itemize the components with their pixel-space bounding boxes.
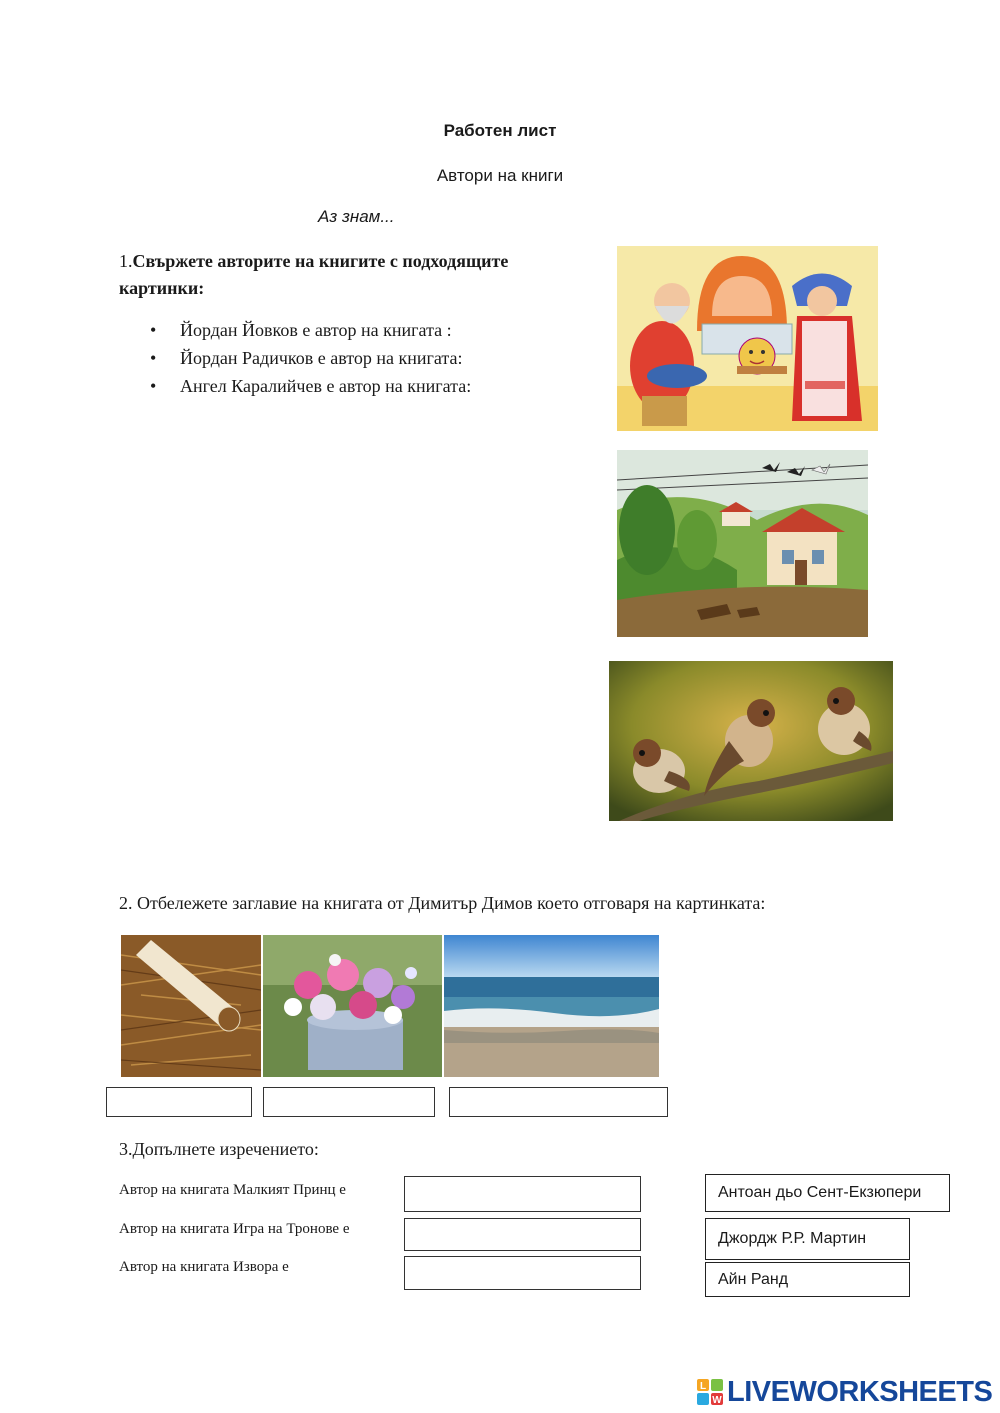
village-swallows-painting[interactable]: [617, 450, 868, 637]
sentence-3: Автор на книгата Извора е: [119, 1259, 289, 1275]
question-1-prompt: [119, 248, 589, 302]
sparrows-photo[interactable]: [609, 661, 893, 821]
list-item: • Ангел Каралийчев е автор на книгата:: [150, 372, 471, 400]
list-item: • Йордан Йовков е автор на книгата :: [150, 316, 471, 344]
answer-box-fountainhead[interactable]: [404, 1256, 641, 1290]
answer-box-little-prince[interactable]: [404, 1176, 641, 1212]
tobacco-photo[interactable]: [121, 935, 261, 1077]
question-3-prompt: 3.Допълнете изречението:: [119, 1139, 319, 1159]
logo-text: LIVEWORKSHEETS: [727, 1375, 993, 1408]
sentence-2: Автор на книгата Игра на Тронове е: [119, 1221, 350, 1237]
logo-badge-letter: L: [699, 1381, 707, 1392]
flowers-photo[interactable]: [263, 935, 442, 1077]
logo-badge-letter: W: [712, 1395, 722, 1405]
choice-martin[interactable]: Джордж Р.Р. Мартин: [705, 1218, 910, 1260]
list-item: • Йордан Радичков е автор на книгата:: [150, 344, 471, 372]
question-1-text: Свържете авторите на книгите с подходящите картинки:: [119, 251, 509, 298]
page-subtitle: Автори на книги: [436, 166, 564, 185]
intro-text: Аз знам...: [318, 207, 395, 226]
answer-box-flowers[interactable]: [263, 1087, 435, 1117]
kolobok-illustration[interactable]: [617, 246, 878, 431]
choice-rand[interactable]: Айн Ранд: [705, 1262, 910, 1297]
author-list: [150, 316, 471, 400]
answer-box-sea[interactable]: [449, 1087, 668, 1117]
answer-box-game-of-thrones[interactable]: [404, 1218, 641, 1251]
answer-box-tobacco[interactable]: [106, 1087, 252, 1117]
sentence-1: Автор на книгата Малкият Принц е: [119, 1182, 346, 1198]
liveworksheets-badge-icon: [697, 1379, 723, 1405]
page-title: Работен лист: [443, 121, 557, 140]
question-2-prompt: 2. Отбележете заглавие на книгата от Димитър Димов което отговаря на картинката:: [119, 893, 766, 913]
choice-saint-exupery[interactable]: Антоан дьо Сент-Екзюпери: [705, 1174, 950, 1212]
liveworksheets-logo[interactable]: [697, 1376, 992, 1408]
sea-photo[interactable]: [444, 935, 659, 1077]
question-number: 1.: [119, 251, 133, 271]
